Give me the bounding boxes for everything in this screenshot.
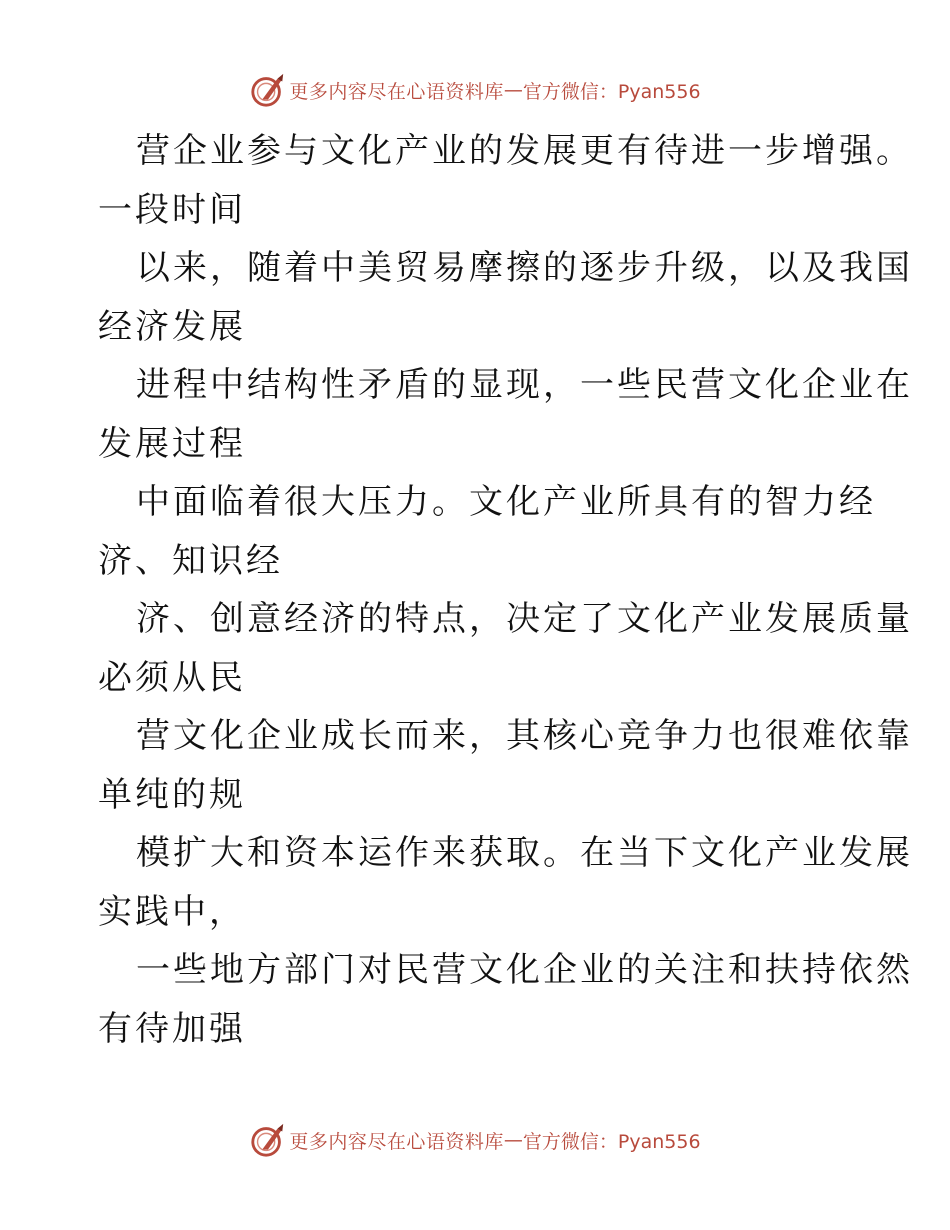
footer-watermark bbox=[0, 1120, 950, 1160]
text-line: 济、知识经 bbox=[98, 540, 283, 581]
text-line: 实践中， bbox=[98, 891, 246, 932]
text-line: 经济发展 bbox=[98, 306, 246, 347]
document-body bbox=[98, 122, 913, 1058]
text-line: 济、创意经济的特点，决定了文化产业发展质量 bbox=[136, 599, 913, 639]
watermark-main-text: 更多内容尽在心语资料库 bbox=[289, 80, 504, 103]
text-line: 中面临着很大压力。文化产业所具有的智力经 bbox=[136, 482, 876, 522]
text-line: 一些地方部门对民营文化企业的关注和扶持依然 bbox=[136, 950, 913, 990]
text-line: 营文化企业成长而来，其核心竞争力也很难依靠 bbox=[136, 716, 913, 756]
header-watermark bbox=[0, 70, 950, 110]
watermark-wechat-text: 官方微信：Pyan556 bbox=[522, 80, 701, 103]
text-line: 营企业参与文化产业的发展更有待进一步增强。 bbox=[136, 131, 913, 171]
quill-pen-logo-icon bbox=[249, 1121, 287, 1159]
watermark-dash: — bbox=[503, 1129, 523, 1151]
quill-pen-logo-icon bbox=[249, 71, 287, 109]
watermark-dash: — bbox=[503, 79, 523, 101]
watermark-wechat-text: 官方微信：Pyan556 bbox=[522, 1130, 701, 1153]
watermark-main-text: 更多内容尽在心语资料库 bbox=[289, 1130, 504, 1153]
text-line: 模扩大和资本运作来获取。在当下文化产业发展 bbox=[136, 833, 913, 873]
text-line: 进程中结构性矛盾的显现，一些民营文化企业在 bbox=[136, 365, 913, 405]
text-line: 一段时间 bbox=[98, 189, 246, 230]
text-line: 有待加强 bbox=[98, 1008, 246, 1049]
text-line: 以来，随着中美贸易摩擦的逐步升级，以及我国 bbox=[136, 248, 913, 288]
text-line: 必须从民 bbox=[98, 657, 246, 698]
text-line: 发展过程 bbox=[98, 423, 246, 464]
text-line: 单纯的规 bbox=[98, 774, 246, 815]
